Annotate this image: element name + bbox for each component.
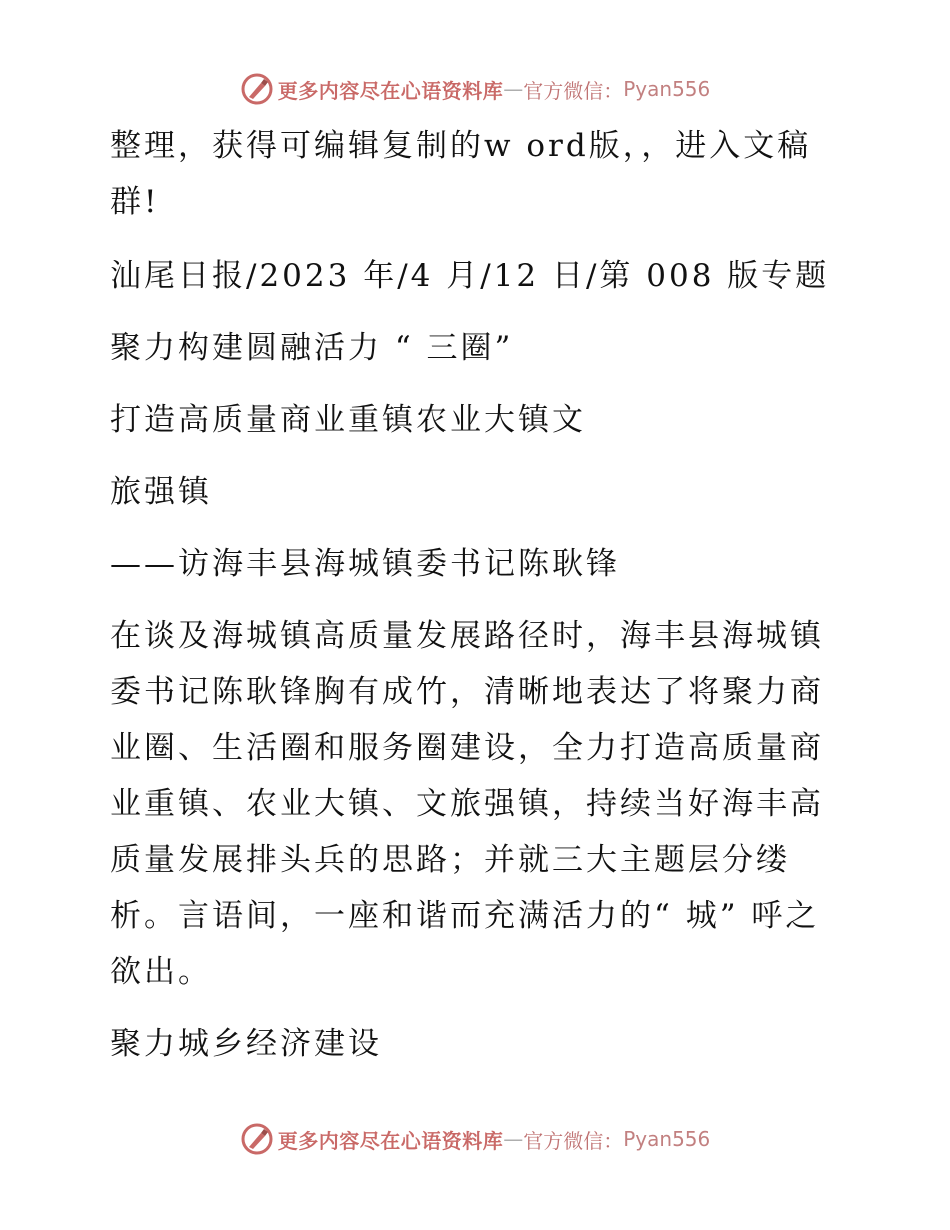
headline-line-1: 聚力构建圆融活力 “ 三圈” — [110, 330, 514, 366]
headline-line-2: 打造高质量商业重镇农业大镇文 — [110, 402, 586, 438]
document-body — [98, 118, 850, 1072]
watermark-text: 更多内容尽在心语资料库 — [277, 1128, 504, 1153]
watermark-wechat-id: Pyan556 — [623, 1127, 711, 1151]
headline-line-3: 旅强镇 — [110, 474, 212, 510]
watermark-wechat-id: Pyan556 — [623, 77, 711, 101]
watermark-wechat-label: 官方微信： — [523, 1128, 624, 1153]
body-paragraph: 在谈及海城镇高质量发展路径时，海丰县海城镇委书记陈耿锋胸有成竹，清晰地表达了将聚力商业圈、生活圈和服务圈建设，全力打造高质量商业重镇、农业大镇、文旅强镇，持续当好海丰高质量发展排头兵的思路；并就三大主题层分缕析。言语间，一座和谐而充满活力的“ 城” 呼之欲出。 — [110, 618, 824, 990]
source-line: 汕尾日报/2023 年/4 月/12 日/第 008 版专题 — [110, 258, 830, 294]
intro-paragraph: 整理，获得可编辑复制的w ord版，，进入文稿群! — [110, 128, 812, 220]
watermark-separator: — — [503, 1127, 524, 1151]
section-heading: 聚力城乡经济建设 — [110, 1026, 382, 1062]
watermark-wechat-label: 官方微信： — [523, 78, 624, 103]
footer-watermark — [0, 1122, 950, 1156]
subheadline: ——访海丰县海城镇委书记陈耿锋 — [110, 546, 620, 582]
pen-seal-logo-icon — [240, 1122, 274, 1156]
watermark-text: 更多内容尽在心语资料库 — [277, 78, 504, 103]
header-watermark — [0, 72, 950, 106]
pen-seal-logo-icon — [240, 72, 274, 106]
watermark-separator: — — [503, 77, 524, 101]
